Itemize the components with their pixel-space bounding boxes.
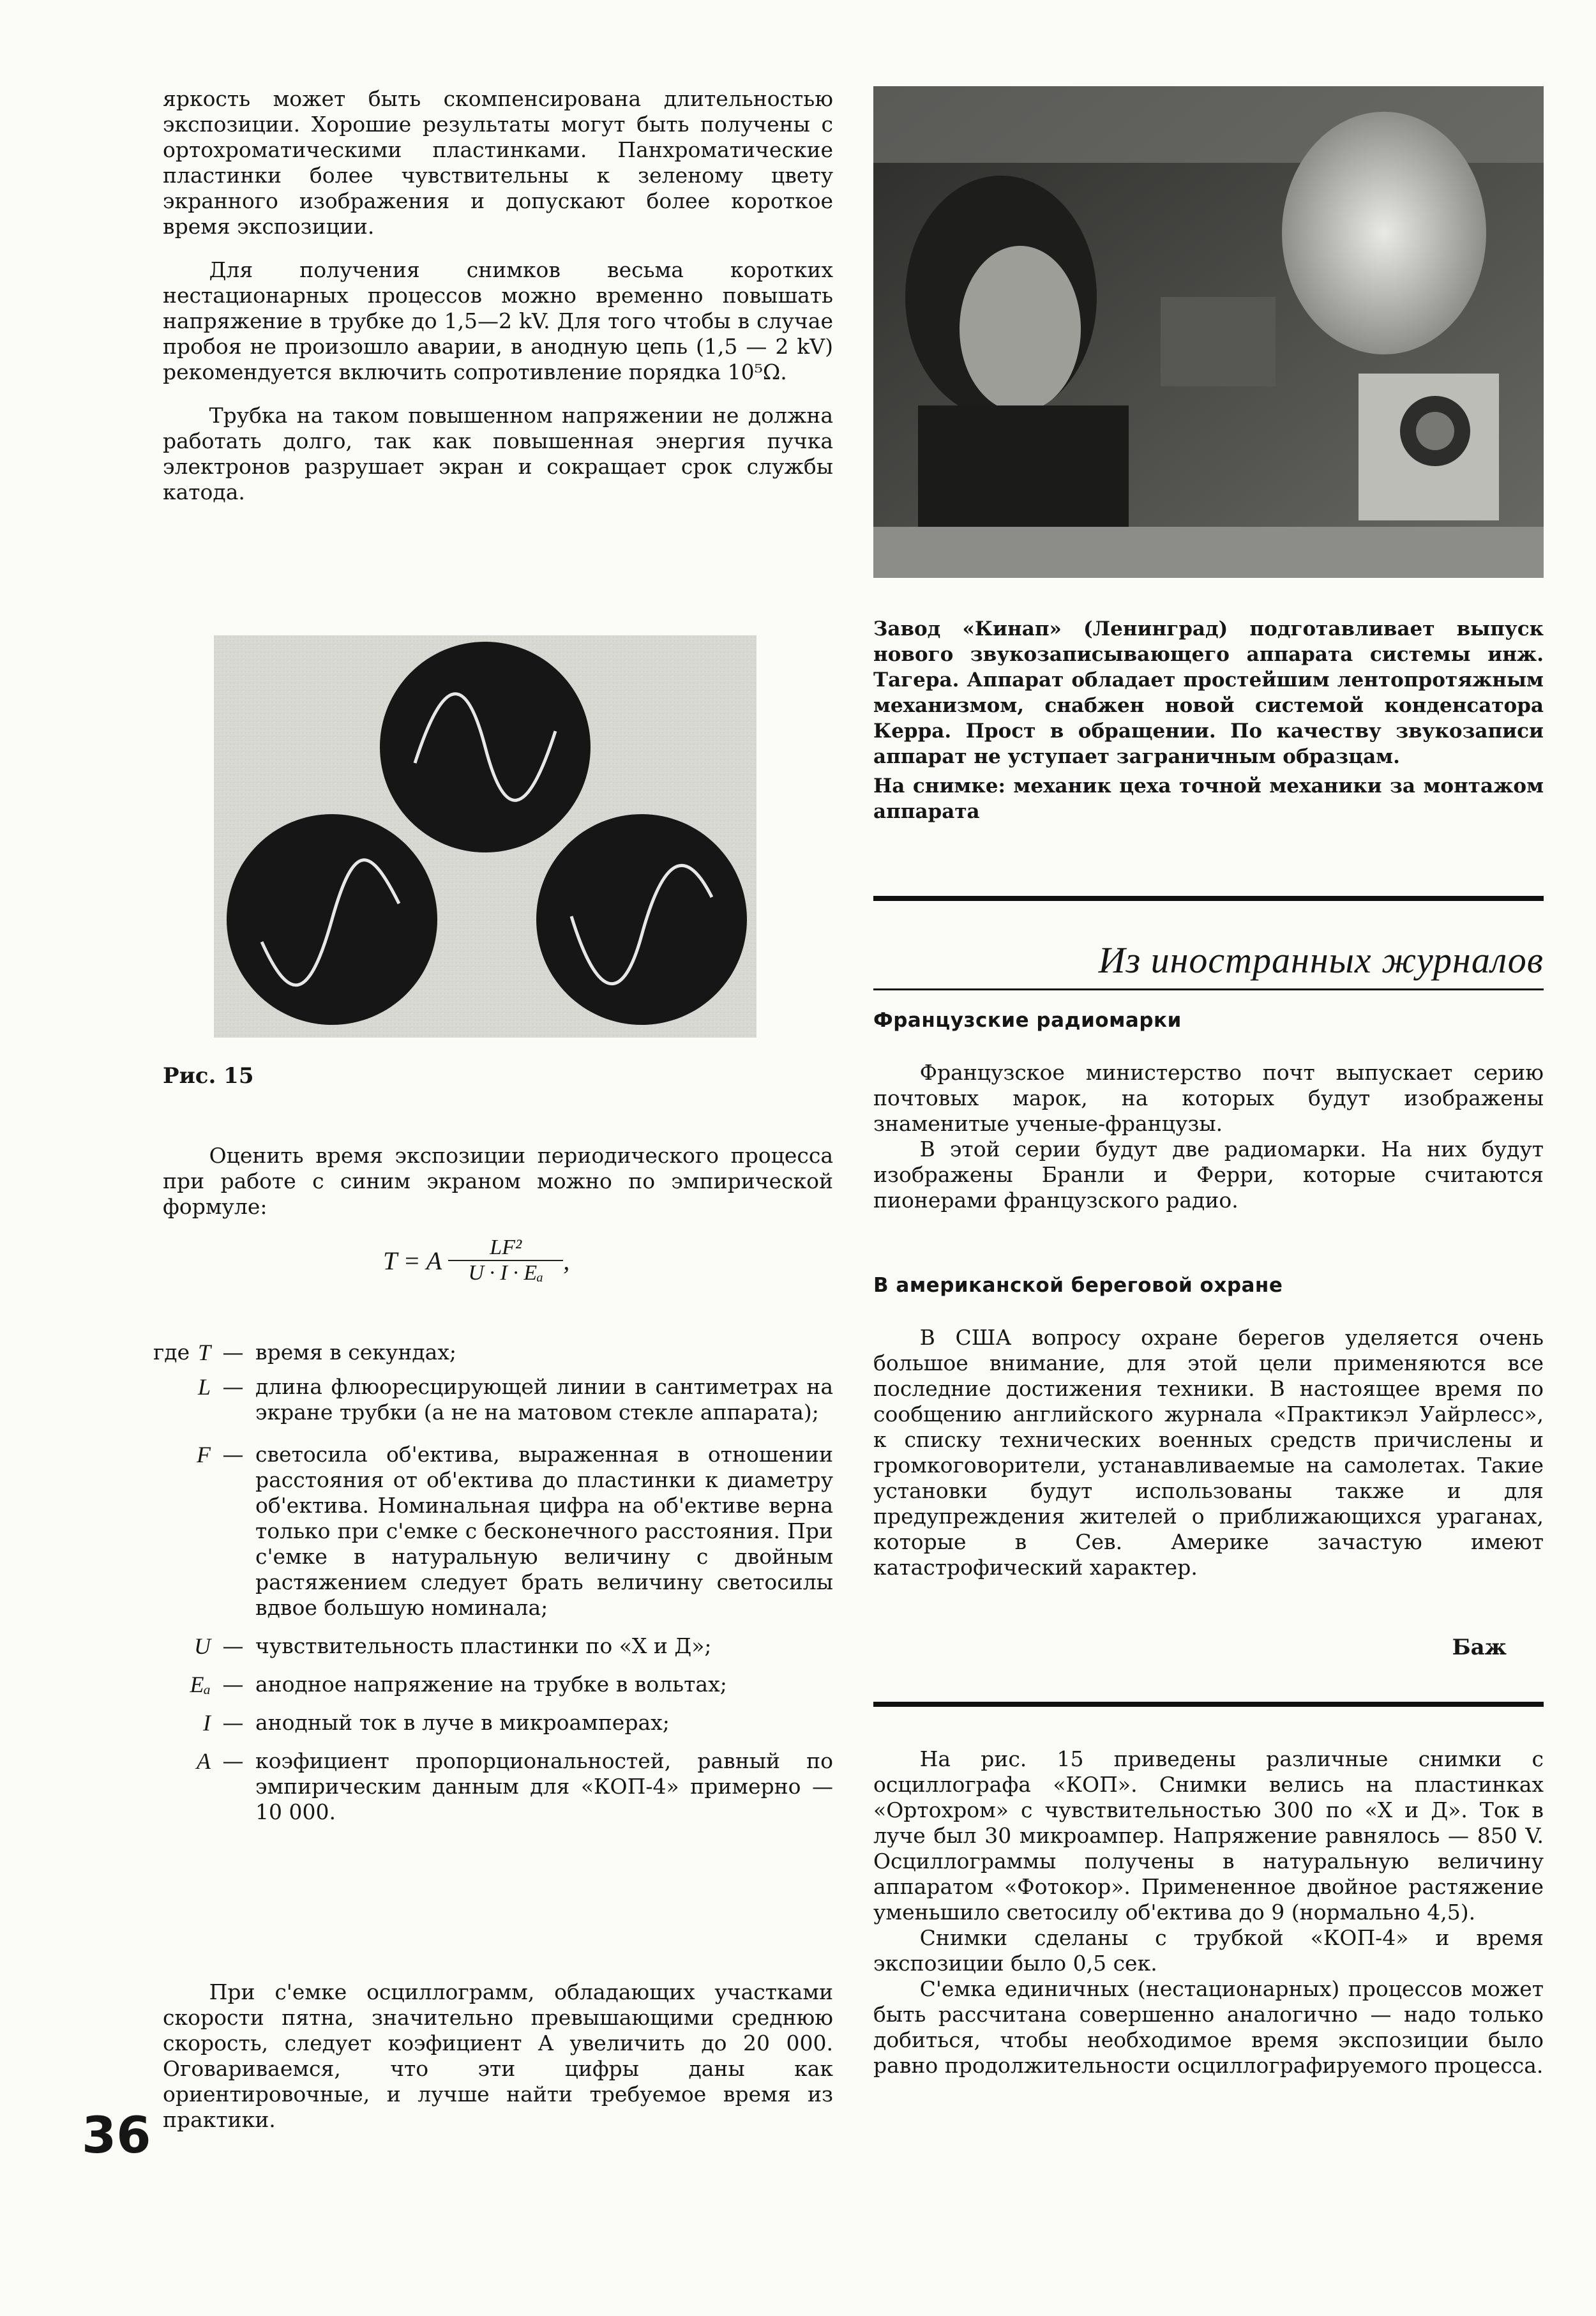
- paragraph-radiostamps-1: Французское министерство почт выпускает серию почтовых марок, на которых будут изображены знаменитые ученые-французы.: [873, 1060, 1544, 1136]
- definition-Ea: [185, 1672, 833, 1697]
- coastguard-text: [873, 1325, 1544, 1580]
- divider-top: [873, 896, 1544, 901]
- formula-definitions: [185, 1340, 833, 1834]
- formula-lhs: T = A: [383, 1246, 442, 1275]
- definition-text: длина флюоресцирующей линии в сантиметрах на экране трубки (а не на матовом стекле аппарата);: [255, 1374, 833, 1425]
- radiostamps-text: [873, 1060, 1544, 1213]
- paragraph-formula-intro: Оценить время экспозиции периодического процесса при работе с синим экраном можно по эмпирической формуле:: [163, 1143, 833, 1219]
- definition-dash: —: [222, 1340, 244, 1365]
- author-signature: Баж: [1452, 1635, 1507, 1660]
- figure-label: Рис. 15: [163, 1063, 254, 1089]
- figure-oscillograms: [214, 635, 757, 1038]
- paragraph-coastguard: В США вопросу охране берегов уделяется очень большое внимание, для этой цели применяются все последние достижения техники. В настоящее время по сообщению английского журнала «Практикэл Уайрлесс», к списку технических военных средств причислены и громкоговорители, устанавливаемые на самолетах. Такие установки будут использованы также и для предупреждения жителей о приближающихся ураганах, которые в Сев. Америке зачастую имеют катастрофический характер.: [873, 1325, 1544, 1580]
- paragraph-single-processes: С'емка единичных (нестационарных) процессов может быть рассчитана совершенно аналогично — надо только добиться, чтобы необходимое время экспозиции было равно продолжительности осциллографируемого процесса.: [873, 1976, 1544, 2078]
- photo-caption: [873, 616, 1544, 824]
- definition-text: анодное напряжение на трубке в вольтах;: [255, 1672, 727, 1697]
- paragraph-coefficient-note: При с'емке осциллограмм, обладающих участками скорости пятна, значительно превышающими среднюю скорость, следует коэфициент A увеличить до 20 000. Оговариваемся, что эти цифры даны как ориентировочные, и лучше найти требуемое время из практики.: [163, 1979, 833, 2132]
- formula-tail: ,: [563, 1246, 570, 1275]
- formula-numerator: LF²: [490, 1236, 522, 1259]
- section-heading: Из иностранных журналов: [1098, 939, 1544, 981]
- oscillograms-image: [214, 635, 757, 1038]
- paragraph-short-processes: Для получения снимков весьма коротких нестационарных процессов можно временно повышать напряжение в трубке до 1,5—2 kV. Для того чтобы в случае пробоя не произошло аварии, в анодную цепь (1,5 — 2 kV) рекомендуется включить сопротивление порядка 10⁵Ω.: [163, 257, 833, 384]
- definition-L: [185, 1374, 833, 1425]
- oscillogram-left: [227, 814, 437, 1025]
- definition-F: [185, 1442, 833, 1621]
- left-column-2: [163, 1143, 833, 1220]
- definition-symbol: T: [197, 1340, 211, 1365]
- definition-symbol: L: [197, 1374, 211, 1400]
- definition-symbol: F: [197, 1442, 211, 1467]
- photo-caption-text: Завод «Кинап» (Ленинград) подготавливает выпуск нового звукозаписывающего аппарата системы инж. Тагера. Аппарат обладает простейшим лентопротяжным механизмом, снабжен новой системой конденсатора Керра. Прост в обращении. По качеству звукозаписи аппарат не уступает заграничным образцам.: [873, 617, 1544, 768]
- paragraph-tube-voltage: Трубка на таком повышенном напряжении не должна работать долго, так как повышенная энергия пучка электронов разрушает экран и сокращает срок службы катода.: [163, 403, 833, 504]
- oscillogram-top: [380, 642, 591, 852]
- divider-bottom: [873, 1702, 1544, 1707]
- heading-underline: [873, 988, 1544, 990]
- definition-text: анодный ток в луче в микроамперах;: [255, 1710, 670, 1735]
- where-word: где: [153, 1340, 190, 1365]
- definition-symbol: U: [194, 1633, 211, 1659]
- left-column: [163, 86, 833, 505]
- definition-I: [185, 1710, 833, 1736]
- definition-A: [185, 1748, 833, 1825]
- exposure-formula: [383, 1236, 569, 1285]
- definition-symbol: A: [197, 1748, 211, 1774]
- photo-mechanic: [873, 86, 1544, 578]
- definition-symbol: Eₐ: [190, 1672, 211, 1697]
- definition-text: время в секундах;: [255, 1340, 457, 1365]
- paragraph-radiostamps-2: В этой серии будут две радиомарки. На них будут изображены Бранли и Ферри, которые считаются пионерами французского радио.: [873, 1137, 1544, 1213]
- photo-caption-onsnap: На снимке: механик цеха точной механики за монтажом аппарата: [873, 775, 1544, 823]
- mechanic-photo-image: [873, 86, 1544, 578]
- definition-text: чувствительность пластинки по «Х и Д»;: [255, 1633, 712, 1658]
- page-number: 36: [82, 2107, 151, 2165]
- subsection-title-radiostamps: Французские радиомарки: [873, 1009, 1182, 1032]
- subsection-title-coastguard: В американской береговой охране: [873, 1274, 1283, 1297]
- definition-symbol: I: [203, 1710, 211, 1736]
- paragraph-tube-exposure: Снимки сделаны с трубкой «КОП-4» и время экспозиции было 0,5 сек.: [873, 1925, 1544, 1976]
- definition-dash: —: [222, 1710, 244, 1735]
- definition-dash: —: [222, 1748, 244, 1773]
- definition-dash: —: [222, 1672, 244, 1697]
- left-column-3: [163, 1979, 833, 2133]
- oscillogram-right: [536, 814, 747, 1025]
- definition-text: светосила об'ектива, выраженная в отношении расстояния от об'ектива до пластинки к диаметру об'ектива. Номинальная цифра на об'ективе верна только при с'емке с бесконечного расстояния. При с'емке в натуральную величину с двойным растяжением следует брать величину светосилы вдвое большую номинала;: [255, 1442, 833, 1620]
- definition-U: [185, 1633, 833, 1659]
- definition-T: [185, 1340, 833, 1365]
- paragraph-exposure-intro: яркость может быть скомпенсирована длительностью экспозиции. Хорошие результаты могут быть получены с ортохроматическими пластинками. Панхроматические пластинки более чувствительны к зеленому цвету экранного изображения и допускают более короткое время экспозиции.: [163, 86, 833, 239]
- definition-dash: —: [222, 1374, 244, 1399]
- definition-dash: —: [222, 1633, 244, 1658]
- definition-dash: —: [222, 1442, 244, 1467]
- paragraph-fig15-details: На рис. 15 приведены различные снимки с осциллографа «КОП». Снимки велись на пластинках «Ортохром» с чувствительностью 300 по «Х и Д». Ток в луче был 30 микроампер. Напряжение равнялось — 850 V. Осциллограммы получены в натуральную величину аппаратом «Фотокор». Примененное двойное растяжение уменьшило светосилу об'ектива до 9 (нормально 4,5).: [873, 1746, 1544, 1925]
- formula-denominator: U · I · Eₐ: [468, 1261, 544, 1285]
- definition-text: коэфициент пропорциональностей, равный по эмпирическим данным для «КОП-4» примерно — 10 000.: [255, 1748, 833, 1824]
- right-bottom-text: [873, 1746, 1544, 2078]
